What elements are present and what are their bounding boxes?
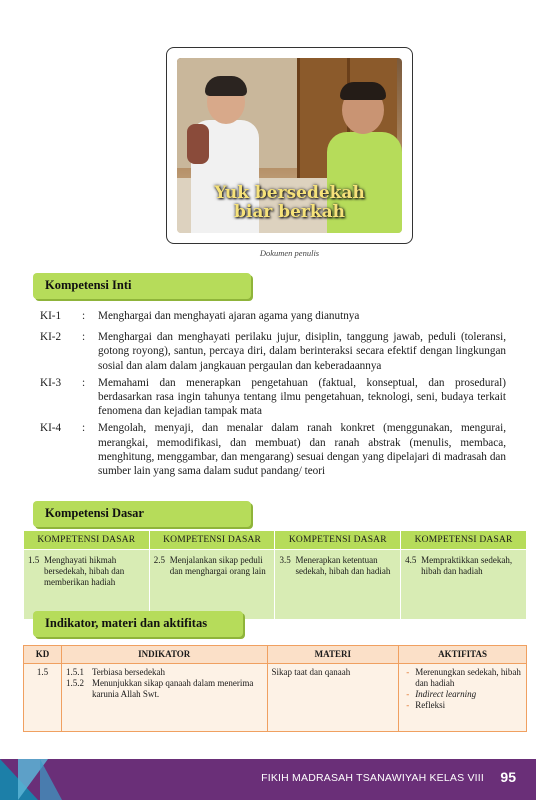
kd-number: 1.5 <box>28 555 40 565</box>
column-header-kd: KD <box>24 646 62 664</box>
table-row <box>24 664 527 732</box>
column-header-indikator: INDIKATOR <box>61 646 267 664</box>
table-header-row <box>24 646 527 664</box>
footer-decoration <box>40 759 62 800</box>
cover-photo <box>177 58 402 233</box>
bullet-icon: - <box>406 667 410 677</box>
table-cell-aktifitas <box>399 664 527 732</box>
book-title: FIKIH MADRASAH TSANAWIYAH KELAS VIII <box>261 772 484 784</box>
ki-text: Menghargai dan menghayati perilaku jujur, disiplin, tanggung jawab, peduli (toleransi, gotong royong), santun, percaya diri, dalam berinteraksi secara efektif dengan lingkungan sosial dan alam dalam jangkauan pergaulan dan keberadaannya <box>98 331 506 372</box>
column-header: KOMPETENSI DASAR <box>24 531 150 550</box>
ki-code: KI-3 <box>40 376 62 389</box>
table-cell <box>275 550 401 620</box>
column-header-materi: MATERI <box>267 646 399 664</box>
table-cell <box>149 550 275 620</box>
aktifitas-text: Merenungkan sedekah, hibah dan hadiah <box>415 667 521 688</box>
ki-code: KI-4 <box>40 422 62 435</box>
section-header-kompetensi-inti <box>33 273 251 299</box>
table-cell-indikator <box>61 664 267 732</box>
section-header-indikator <box>33 611 243 637</box>
kd-text: Menjalankan sikap peduli dan menghargai orang lain <box>169 555 266 576</box>
column-header: KOMPETENSI DASAR <box>401 531 527 550</box>
column-header: KOMPETENSI DASAR <box>149 531 275 550</box>
page-number: 95 <box>500 769 516 785</box>
table-cell <box>401 550 527 620</box>
column-header: KOMPETENSI DASAR <box>275 531 401 550</box>
kd-text: Mempraktikkan sedekah, hibah dan hadiah <box>421 555 513 576</box>
ki-item: KI-3 : Memahami dan menerapkan pengetahuan (faktual, konseptual, dan prosedural) berdasarkan rasa ingin tahunya tentang ilmu pengetahuan, teknologi, seni, budaya terkait fenomena dan kejadian tampak mata <box>40 376 506 418</box>
section-title: Kompetensi Dasar <box>45 506 144 520</box>
page-footer <box>0 759 536 800</box>
ki-item: KI-4 : Mengolah, menyaji, dan menalar dalam ranah konkret (menggunakan, mengurai, merangkai, memodifikasi, dan membuat) dan ranah abstrak (menulis, membaca, menghitung, menggambar, dan mengarang) sesuai dengan yang dipelajari di madrasah dan sumber lain yang sama dalam sudut pandang/ teori <box>40 422 506 478</box>
indikator-text: Terbiasa bersedekah <box>91 667 166 677</box>
indikator-number: 1.5.2 <box>65 678 84 688</box>
bullet-icon: - <box>406 700 410 710</box>
ki-code: KI-2 <box>40 331 62 344</box>
list-item <box>403 700 522 711</box>
photo-credit: Dokumen penulis <box>259 248 320 258</box>
ki-code: KI-1 <box>40 310 62 322</box>
section-title: Indikator, materi dan aktifitas <box>45 616 208 630</box>
indikator-table <box>23 645 527 732</box>
ki-item: KI-2 : Menghargai dan menghayati perilaku jujur, disiplin, tanggung jawab, peduli (toleransi, gotong royong), santun, percaya diri, dalam berinteraksi secara efektif dengan lingkungan sosial dan alam dalam jangkauan pergaulan dan keberadaannya <box>40 331 506 372</box>
ki-text: Mengolah, menyaji, dan menalar dalam ranah konkret (menggunakan, mengurai, merangkai, memodifikasi, dan membuat) dan ranah abstrak (menulis, membaca, menghitung, menggambar, dan mengarang) sesuai dengan yang dipelajari di madrasah dan sumber lain yang sama dalam sudut pandang/ teori <box>98 422 506 478</box>
indikator-text: Menunjukkan sikap qanaah dalam menerima karunia Allah Swt. <box>91 678 254 699</box>
table-cell-kd: 1.5 <box>24 664 62 732</box>
kd-number: 2.5 <box>153 555 165 565</box>
table-row <box>24 550 527 620</box>
indikator-number: 1.5.1 <box>65 667 84 677</box>
kd-text: Menerapkan ketentuan sedekah, hibah dan hadiah <box>295 555 391 576</box>
table-header-row <box>24 531 527 550</box>
ki-text: Menghargai dan menghayati ajaran agama yang dianutnya <box>98 310 360 322</box>
aktifitas-text: Indirect learning <box>415 689 477 699</box>
ki-item: KI-1 : Menghargai dan menghayati ajaran agama yang dianutnya <box>40 310 360 322</box>
kd-text: Menghayati hikmah bersedekah, hibah dan memberikan hadiah <box>44 555 125 587</box>
aktifitas-text: Refleksi <box>415 700 446 710</box>
list-item <box>66 678 263 700</box>
photo-overlay-caption <box>177 184 402 222</box>
table-cell-materi: Sikap taat dan qanaah <box>267 664 399 732</box>
table-cell <box>24 550 150 620</box>
kompetensi-inti-list <box>40 309 506 480</box>
list-item <box>403 667 522 689</box>
photo-frame <box>166 47 413 244</box>
section-title: Kompetensi Inti <box>45 278 132 292</box>
list-item <box>403 689 522 700</box>
kd-number: 3.5 <box>279 555 291 565</box>
ki-text: Memahami dan menerapkan pengetahuan (faktual, konseptual, dan prosedural) berdasarkan rasa ingin tahunya tentang ilmu pengetahuan, teknologi, seni, budaya terkait fenomena dan kejadian tampak mata <box>98 376 506 418</box>
photo-overlay-line1: Yuk bersedekah <box>214 183 365 203</box>
kompetensi-dasar-table <box>23 530 527 620</box>
kd-number: 4.5 <box>405 555 417 565</box>
column-header-aktifitas: AKTIFITAS <box>399 646 527 664</box>
bullet-icon: - <box>406 689 410 699</box>
list-item <box>66 667 263 678</box>
section-header-kompetensi-dasar <box>33 501 251 527</box>
photo-overlay-line2: biar berkah <box>233 202 346 222</box>
